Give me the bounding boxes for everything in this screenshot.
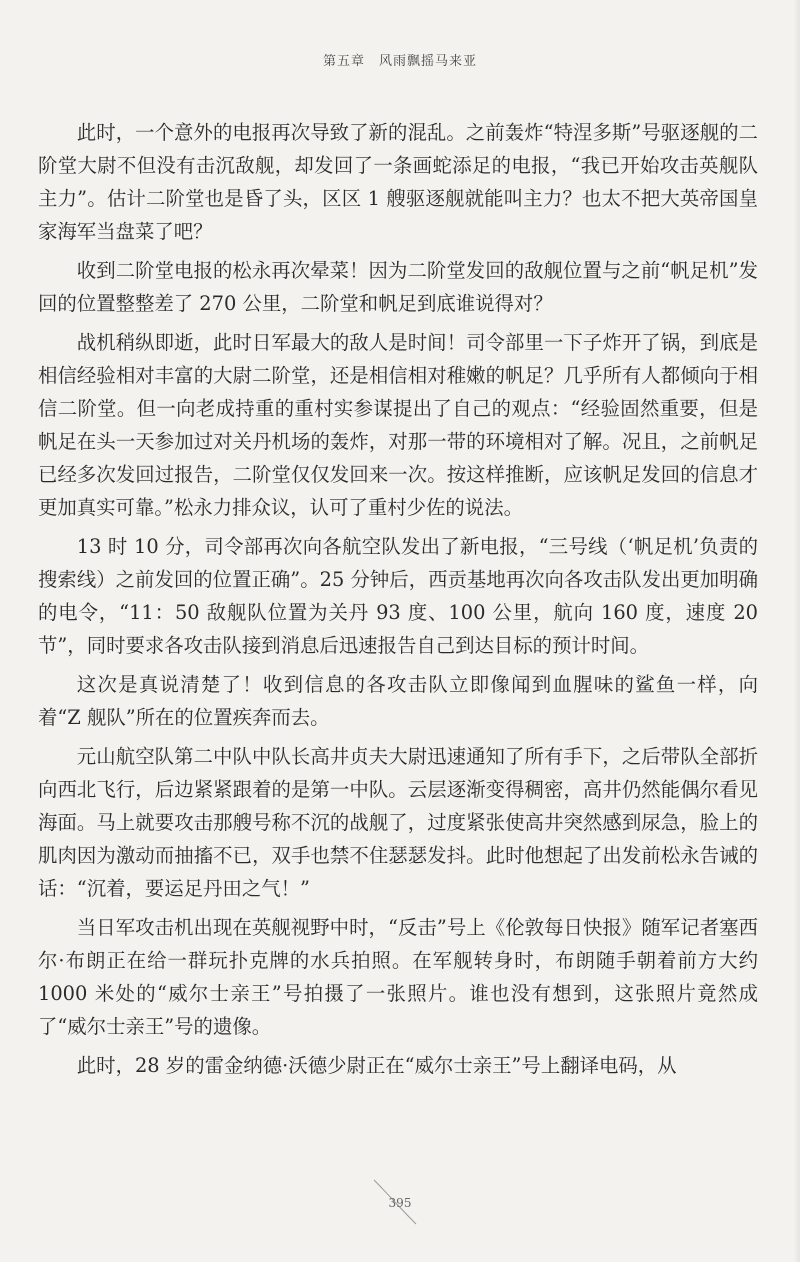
- paragraph: 战机稍纵即逝，此时日军最大的敌人是时间！司令部里一下子炸开了锅，到底是相信经验相对丰富的大尉二阶堂，还是相信相对稚嫩的帆足？几乎所有人都倾向于相信二阶堂。但一向老成持重的重村实参谋提出了自己的观点：“经验固然重要，但是帆足在头一天参加过对关丹机场的轰炸，对那一带的环境相对了解。况且，之前帆足已经多次发回过报告，二阶堂仅仅发回来一次。按这样推断，应该帆足发回的信息才更加真实可靠。”松永力排众议，认可了重村少佐的说法。: [38, 331, 758, 519]
- page-edge-shadow: [794, 0, 800, 1262]
- running-header: [0, 50, 800, 69]
- paragraph: 此时，28 岁的雷金纳德·沃德少尉正在“威尔士亲王”号上翻译电码，从: [76, 1054, 677, 1077]
- chapter-number: 第五章: [322, 54, 365, 69]
- paragraph: 元山航空队第二中队中队长高井贞夫大尉迅速通知了所有手下，之后带队全部折向西北飞行，后边紧紧跟着的是第一中队。云层逐渐变得稠密，高井仍然能偶尔看见海面。马上就要攻击那艘号称不沉的战舰了，过度紧张使高井突然感到尿急，脸上的肌肉因为激动而抽搐不已，双手也禁不住瑟瑟发抖。此时他想起了出发前松永告诫的话：“沉着，要运足丹田之气！”: [38, 745, 758, 900]
- chapter-title: 风雨飘摇马来亚: [379, 54, 478, 69]
- page-number: 395: [388, 1196, 412, 1210]
- paragraph: 此时，一个意外的电报再次导致了新的混乱。之前轰炸“特涅多斯”号驱逐舰的二阶堂大尉不但没有击沉敌舰，却发回了一条画蛇添足的电报，“我已开始攻击英舰队主力”。估计二阶堂也是昏了头，区区 1 艘驱逐舰就能叫主力？也太不把大英帝国皇家海军当盘菜了吧？: [38, 121, 758, 243]
- paragraph: 当日军攻击机出现在英舰视野中时，“反击”号上《伦敦每日快报》随军记者塞西尔·布朗正在给一群玩扑克牌的水兵拍照。在军舰转身时，布朗随手朝着前方大约 1000 米处的“威尔士亲王”号拍摄了一张照片。谁也没有想到，这张照片竟然成了“威尔士亲王”号的遗像。: [38, 916, 758, 1038]
- paragraph: 收到二阶堂电报的松永再次晕菜！因为二阶堂发回的敌舰位置与之前“帆足机”发回的位置整整差了 270 公里，二阶堂和帆足到底谁说得对？: [38, 259, 758, 315]
- paragraph: 13 时 10 分，司令部再次向各航空队发出了新电报，“三号线（‘帆足机’负责的搜索线）之前发回的位置正确”。25 分钟后，西贡基地再次向各攻击队发出更加明确的电令，“11：50 敌舰队位置为关丹 93 度、100 公里，航向 160 度，速度 20 节”，同时要求各攻击队接到消息后迅速报告自己到达目标的预计时间。: [38, 535, 758, 657]
- paragraph: 这次是真说清楚了！收到信息的各攻击队立即像闻到血腥味的鲨鱼一样，向着“Z 舰队”所在的位置疾奔而去。: [38, 673, 758, 729]
- body-text: [38, 116, 758, 1088]
